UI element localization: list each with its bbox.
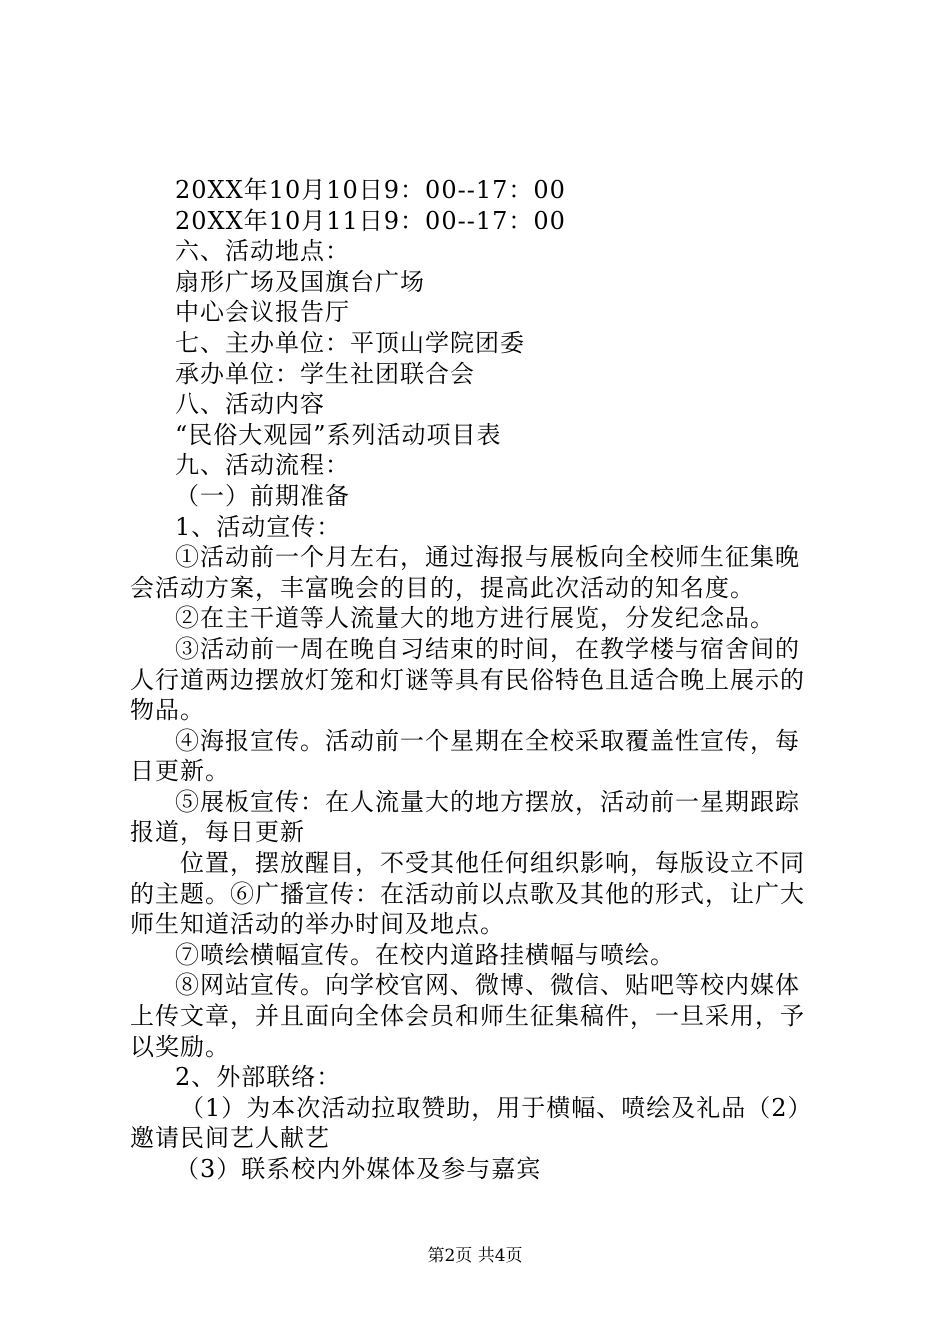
paragraph-line: ④海报宣传。活动前一个星期在全校采取覆盖性宣传，每 bbox=[175, 726, 800, 755]
paragraph-line: 会活动方案，丰富晚会的目的，提高此次活动的知名度。 bbox=[130, 573, 755, 602]
text-line-project-table: “民俗大观园”系列活动项目表 bbox=[175, 420, 502, 449]
text-line-location-2: 中心会议报告厅 bbox=[175, 298, 350, 327]
text-line-co-organizer: 承办单位：学生社团联合会 bbox=[175, 359, 475, 388]
paragraph-line: 报道，每日更新 bbox=[130, 818, 305, 847]
text-line-time-2: 20XX年10月11日9：00--17：00 bbox=[175, 206, 566, 235]
page-number-footer: 第2页 共4页 bbox=[427, 1246, 523, 1266]
subsection-heading-external-liaison: 2、外部联络： bbox=[175, 1063, 342, 1092]
paragraph-line: 的主题。⑥广播宣传：在活动前以点歌及其他的形式，让广大 bbox=[130, 879, 805, 908]
subsection-heading-publicity: 1、活动宣传： bbox=[175, 512, 342, 541]
section-heading-content: 八、活动内容 bbox=[175, 390, 325, 419]
section-heading-organizer: 七、主办单位：平顶山学院团委 bbox=[175, 328, 525, 357]
paragraph-line: 上传文章，并且面向全体会员和师生征集稿件，一旦采用，予 bbox=[130, 1002, 805, 1031]
paragraph-line: 人行道两边摆放灯笼和灯谜等具有民俗特色且适合晚上展示的 bbox=[130, 665, 805, 694]
paragraph-line: （3）联系校内外媒体及参与嘉宾 bbox=[175, 1155, 542, 1183]
paragraph-line: 邀请民间艺人献艺 bbox=[130, 1124, 330, 1153]
paragraph-line: ⑧网站宣传。向学校官网、微博、微信、贴吧等校内媒体 bbox=[175, 971, 800, 1000]
text-line-time-1: 20XX年10月10日9：00--17：00 bbox=[175, 176, 566, 204]
paragraph-line: ①活动前一个月左右，通过海报与展板向全校师生征集晚 bbox=[175, 543, 800, 572]
section-heading-location: 六、活动地点： bbox=[175, 237, 350, 266]
text-line-location-1: 扇形广场及国旗台广场 bbox=[175, 267, 425, 296]
paragraph-line: 以奖励。 bbox=[130, 1032, 230, 1061]
paragraph-line: ⑦喷绘横幅宣传。在校内道路挂横幅与喷绘。 bbox=[175, 940, 675, 969]
paragraph-line: 位置，摆放醒目，不受其他任何组织影响，每版设立不同 bbox=[180, 849, 805, 878]
paragraph-line: 日更新。 bbox=[130, 757, 230, 786]
paragraph-line: 师生知道活动的举办时间及地点。 bbox=[130, 910, 505, 939]
paragraph-line: ③活动前一周在晚自习结束的时间，在教学楼与宿舍间的 bbox=[175, 634, 800, 663]
paragraph-line: ②在主干道等人流量大的地方进行展览，分发纪念品。 bbox=[175, 604, 775, 633]
paragraph-line: 物品。 bbox=[130, 696, 205, 725]
document-body bbox=[130, 175, 835, 1185]
section-heading-process: 九、活动流程： bbox=[175, 451, 350, 480]
paragraph-line: （1）为本次活动拉取赞助，用于横幅、喷绘及礼品（2） bbox=[180, 1093, 813, 1122]
paragraph-line: ⑤展板宣传：在人流量大的地方摆放，活动前一星期跟踪 bbox=[175, 787, 800, 816]
subsection-heading-preparation: （一）前期准备 bbox=[175, 481, 350, 510]
